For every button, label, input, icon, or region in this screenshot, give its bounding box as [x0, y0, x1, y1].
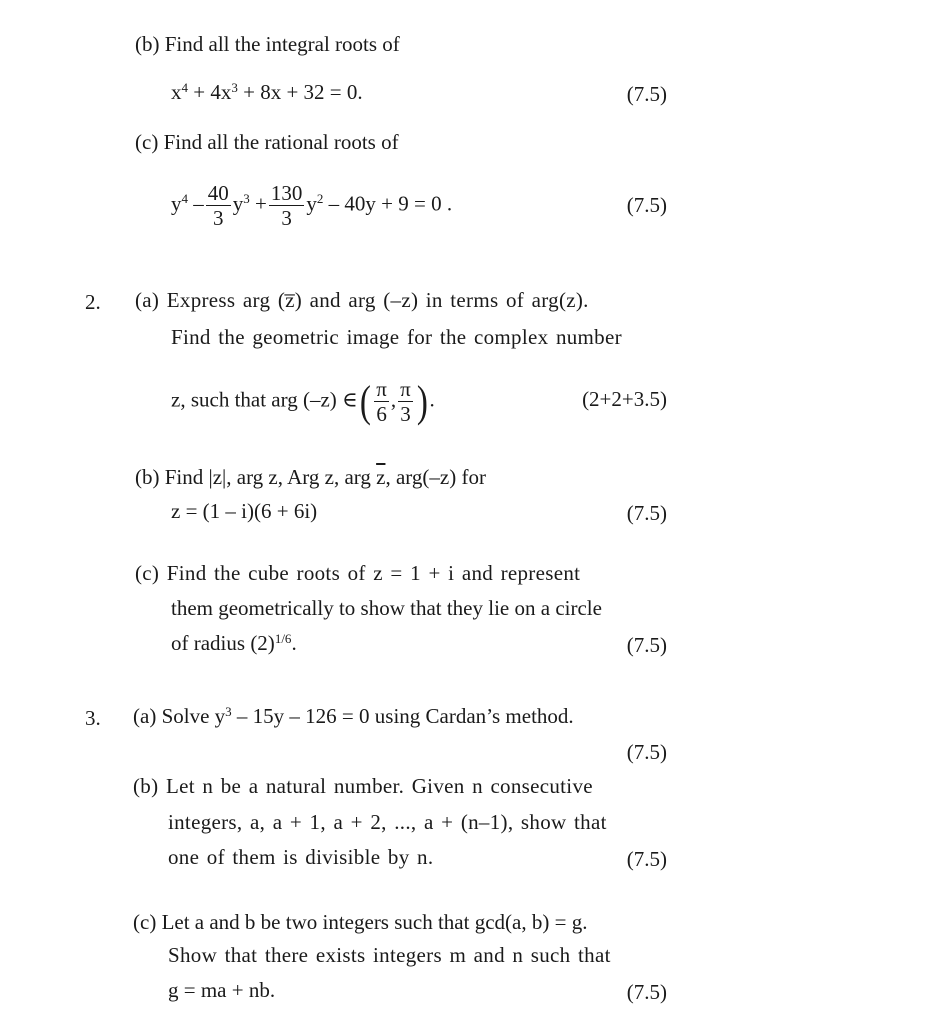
q3a-label: (a): [133, 704, 157, 728]
q1b-equation: $x^4 + 4x^3 + 8x + 32 = 0$.: [171, 79, 363, 104]
q3-number: 3.: [85, 706, 101, 730]
q1c-marks: (7.5): [626, 193, 667, 217]
q2a-line1: (a) Express arg (z̅) and arg (–z) in terms of arg(z).: [135, 288, 589, 312]
q3c-marks: (7.5): [626, 980, 667, 1004]
fraction-130-over-3: $\frac{130}{3}$: [270, 181, 303, 231]
left-paren: (: [359, 376, 371, 426]
q3c-label: (c): [133, 910, 157, 934]
fraction-pi-over-6: $\frac{\pi}{6}$: [376, 377, 387, 427]
q1c-text: Find all the rational roots of: [163, 130, 399, 154]
q1c-prompt: [135, 132, 399, 153]
q3b-label: (b): [133, 774, 159, 798]
q2b-line2: z = (1 – i)(6 + 6i): [171, 499, 318, 523]
q3c-line1: (c) Let a and b be two integers such that gcd(a, b) = g.: [133, 910, 588, 934]
q3c-line3: g = ma + nb.: [168, 978, 276, 1002]
q2a-line2: Find the geometric image for the complex number: [171, 325, 622, 349]
fraction-pi-over-3: $\frac{\pi}{3}$: [400, 377, 411, 427]
q1b-label: (b): [135, 32, 160, 56]
q3b-marks: (7.5): [626, 847, 667, 871]
q2c-label: (c): [135, 561, 160, 585]
q2a-label: (a): [135, 288, 160, 312]
q2a-line3: z, such that arg (–z) ∈( $\frac{\pi}{6}$ , $\frac{\pi}{3}$ ).: [171, 376, 435, 427]
q2c-line3: of radius $(2)^{1/6}$.: [171, 630, 297, 655]
q2c-line1: (c) Find the cube roots of z = 1 + i and represent: [135, 561, 581, 585]
fraction-40-over-3: $\frac{40}{3}$: [207, 181, 229, 231]
q3b-line3: one of them is divisible by n.: [168, 845, 434, 869]
q1b-text: Find all the integral roots of: [164, 32, 400, 56]
q2a-marks: (2+2+3.5): [582, 387, 667, 411]
q2c-line2: them geometrically to show that they lie on a circle: [171, 596, 602, 620]
q2b-line1: (b) Find |z|, arg z, Arg z, arg $\overline{z}$, arg(–z) for: [135, 465, 486, 489]
q1c-label: (c): [135, 130, 159, 154]
q1c-equation: $y^4$ – $\frac{40}{3}$ $y^3$ + $\frac{130}{3}$ $y^2 - 40y + 9 = 0$ .: [171, 181, 453, 231]
q3a-marks: (7.5): [626, 740, 667, 764]
q2b-label: (b): [135, 465, 160, 489]
q3b-line2: integers, a, a + 1, a + 2, ..., a + (n–1), show that: [168, 810, 607, 834]
q2c-marks: (7.5): [626, 633, 667, 657]
q2b-marks: (7.5): [626, 501, 667, 525]
q3a-line1: (a) Solve $y^3 - 15y - 126 = 0$ using Cardan’s method.: [133, 703, 574, 728]
q1b-marks: (7.5): [626, 82, 667, 106]
q3c-line2: Show that there exists integers m and n such that: [168, 943, 611, 967]
q2-number: 2.: [85, 290, 101, 314]
q3b-line1: (b) Let n be a natural number. Given n consecutive: [133, 774, 593, 798]
right-paren: ): [416, 376, 428, 426]
q1b-prompt: [135, 34, 400, 55]
